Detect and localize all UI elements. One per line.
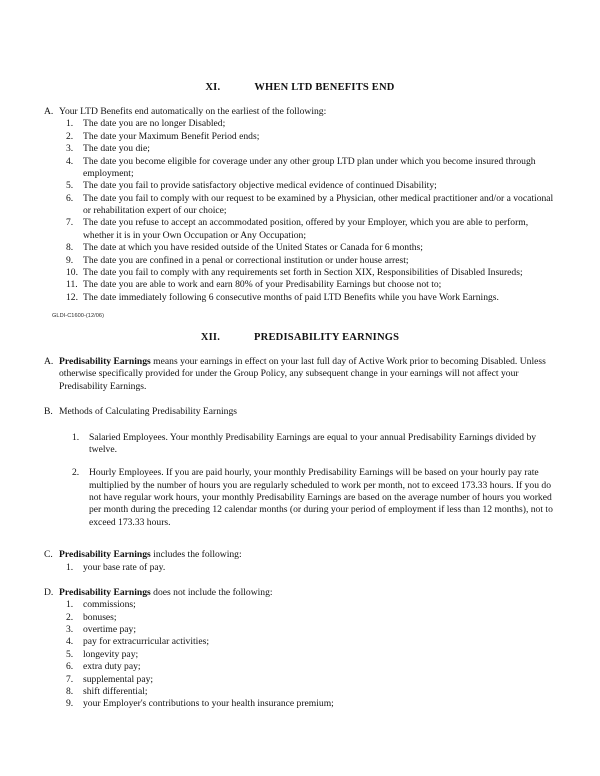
- list-item-text: your Employer's contributions to your health insurance premium;: [83, 698, 334, 710]
- clause-marker: D.: [44, 586, 54, 598]
- list-item-text: supplemental pay;: [83, 673, 154, 685]
- list-item: [42, 612, 558, 624]
- list-item: [42, 562, 558, 574]
- list-item-text: The date you fail to comply with our request to be examined by a Physician, other medical practitioner and/or a vocational or rehabilitation expert of our choice;: [83, 192, 554, 216]
- clause-body: [59, 587, 558, 599]
- section-title-xii: PREDISABILITY EARNINGS: [254, 332, 400, 343]
- clause-text: includes the following:: [150, 549, 242, 561]
- list-item: [42, 636, 558, 648]
- list-item-text: longevity pay;: [83, 648, 139, 660]
- clause-lead-term: Predisability Earnings: [59, 549, 151, 561]
- list-number: 8.: [66, 242, 74, 254]
- list-number: 4.: [66, 636, 74, 648]
- list-item-text: The date you refuse to accept an accommodated position, offered by your Employer, which you are able to perform, whether it is in your Own Occupation or Any Occupation;: [83, 217, 529, 241]
- list-number: 12.: [66, 291, 78, 303]
- list-item: [42, 674, 558, 686]
- list-item-text: overtime pay;: [83, 624, 137, 635]
- list-item: [42, 686, 558, 698]
- list-xii-b: [42, 432, 558, 530]
- list-number: 6.: [66, 192, 74, 204]
- clause-lead-term: Predisability Earnings: [59, 356, 151, 367]
- list-xii-c: [42, 562, 558, 574]
- list-item: [42, 432, 558, 457]
- list-number: 4.: [66, 155, 74, 167]
- list-number: 1.: [72, 431, 80, 443]
- list-item-text: The date you die;: [83, 143, 150, 155]
- section-title-xi: WHEN LTD BENEFITS END: [254, 82, 395, 93]
- list-item-text: The date at which you have resided outside of the United States or Canada for 6 months;: [83, 242, 423, 254]
- clause-body: [59, 356, 558, 393]
- list-item: [42, 649, 558, 661]
- list-number: 10.: [66, 266, 78, 278]
- list-number: 2.: [66, 611, 74, 623]
- list-item: [42, 292, 558, 304]
- list-item-text: extra duty pay;: [83, 661, 141, 673]
- list-number: 5.: [66, 648, 74, 660]
- list-number: 5.: [66, 180, 74, 192]
- clause-xii-c: [42, 549, 558, 561]
- list-item-text: The date you fail to provide satisfactory objective medical evidence of continued Disability;: [83, 180, 437, 192]
- list-item-text: The date you become eligible for coverage under any other group LTD plan under which you become insured through employment;: [83, 155, 536, 179]
- list-item: [42, 467, 558, 529]
- clause-marker: C.: [44, 549, 53, 561]
- list-number: 9.: [66, 698, 74, 710]
- clause-marker: A.: [44, 356, 54, 367]
- clause-xii-b: [42, 406, 558, 418]
- list-number: 6.: [66, 661, 74, 673]
- list-item-text: shift differential;: [83, 685, 148, 697]
- list-number: 9.: [66, 254, 74, 266]
- list-number: 8.: [66, 685, 74, 697]
- list-item-text: The date your Maximum Benefit Period ends;: [83, 130, 260, 142]
- clause-xii-d: [42, 587, 558, 599]
- list-number: 2.: [66, 130, 74, 142]
- section-heading-xii: [42, 332, 558, 343]
- clause-marker: A.: [44, 106, 54, 117]
- list-item: [42, 599, 558, 611]
- clause-text: means your earnings in effect on your last full day of Active Work prior to becoming Disabled. Unless otherwise specifically provided for under the Group Policy, any subsequent change in your earnings will not affect your Predisability Earnings.: [59, 356, 546, 392]
- list-item: [42, 624, 558, 636]
- list-number: 7.: [66, 673, 74, 685]
- list-item: [42, 217, 558, 242]
- list-number: 11.: [66, 279, 78, 291]
- list-item: [42, 661, 558, 673]
- clause-text: Your LTD Benefits end automatically on the earliest of the following:: [59, 106, 327, 117]
- list-item-text: The date immediately following 6 consecutive months of paid LTD Benefits while you have Work Earnings.: [83, 291, 499, 303]
- clause-xii-a: [42, 356, 558, 393]
- list-item-text: The date you are able to work and earn 80% of your Predisability Earnings but choose not to;: [83, 279, 442, 291]
- clause-xi-a: [42, 106, 558, 118]
- list-item-text: The date you fail to comply with any requirements set forth in Section XIX, Responsibilities of Disabled Insureds;: [83, 266, 523, 278]
- list-item-text: The date you are no longer Disabled;: [83, 118, 226, 130]
- list-item: [42, 698, 558, 710]
- form-code: GLDI-C1600-(12/06): [52, 313, 104, 319]
- list-number: 1.: [66, 118, 74, 130]
- list-item-text: The date you are confined in a penal or correctional institution or under house arrest;: [83, 254, 409, 266]
- clause-marker: B.: [44, 406, 53, 418]
- list-item-text: commissions;: [83, 599, 136, 611]
- section-numeral-xi: XI.: [205, 82, 221, 93]
- section-heading-xi: [42, 82, 558, 93]
- list-item: [42, 118, 558, 130]
- clause-lead-term: Predisability Earnings: [59, 586, 151, 598]
- top-margin: [42, 0, 558, 82]
- list-xii-d: [42, 599, 558, 710]
- list-item: [42, 143, 558, 155]
- list-number: 1.: [66, 599, 74, 611]
- section-numeral-xii: XII.: [200, 332, 221, 343]
- list-number: 3.: [66, 624, 74, 635]
- list-item: [42, 180, 558, 192]
- list-xi-a: [42, 118, 558, 304]
- list-item-text: bonuses;: [83, 611, 117, 623]
- list-item-text: Hourly Employees. If you are paid hourly, your monthly Predisability Earnings will be based on your hourly pay rate multiplied by the number of hours you are regularly scheduled to work per month, not to exceed 173.33 hours. If you do not have regular work hours, your monthly Predisability Earnings are based on the average number of hours you worked per month during the preceding 12 calendar months (or during your period of employment if less than 12 months), not to exceed 173.33 hours.: [89, 467, 553, 528]
- list-number: 1.: [66, 561, 74, 573]
- list-item: [42, 255, 558, 267]
- list-number: 2.: [72, 467, 80, 479]
- list-item-text: pay for extracurricular activities;: [83, 636, 209, 648]
- clause-text: does not include the following:: [150, 586, 273, 598]
- clause-body: [59, 549, 558, 561]
- list-item: [42, 193, 558, 218]
- list-item: [42, 267, 558, 279]
- list-item: [42, 156, 558, 181]
- list-item: [42, 242, 558, 254]
- list-number: 3.: [66, 143, 74, 155]
- list-item: [42, 279, 558, 291]
- list-number: 7.: [66, 217, 74, 229]
- list-item: [42, 131, 558, 143]
- list-item-text: your base rate of pay.: [83, 561, 166, 573]
- list-item-text: Salaried Employees. Your monthly Predisability Earnings are equal to your annual Predisability Earnings divided by twelve.: [89, 431, 537, 455]
- clause-text: Methods of Calculating Predisability Earnings: [59, 406, 237, 418]
